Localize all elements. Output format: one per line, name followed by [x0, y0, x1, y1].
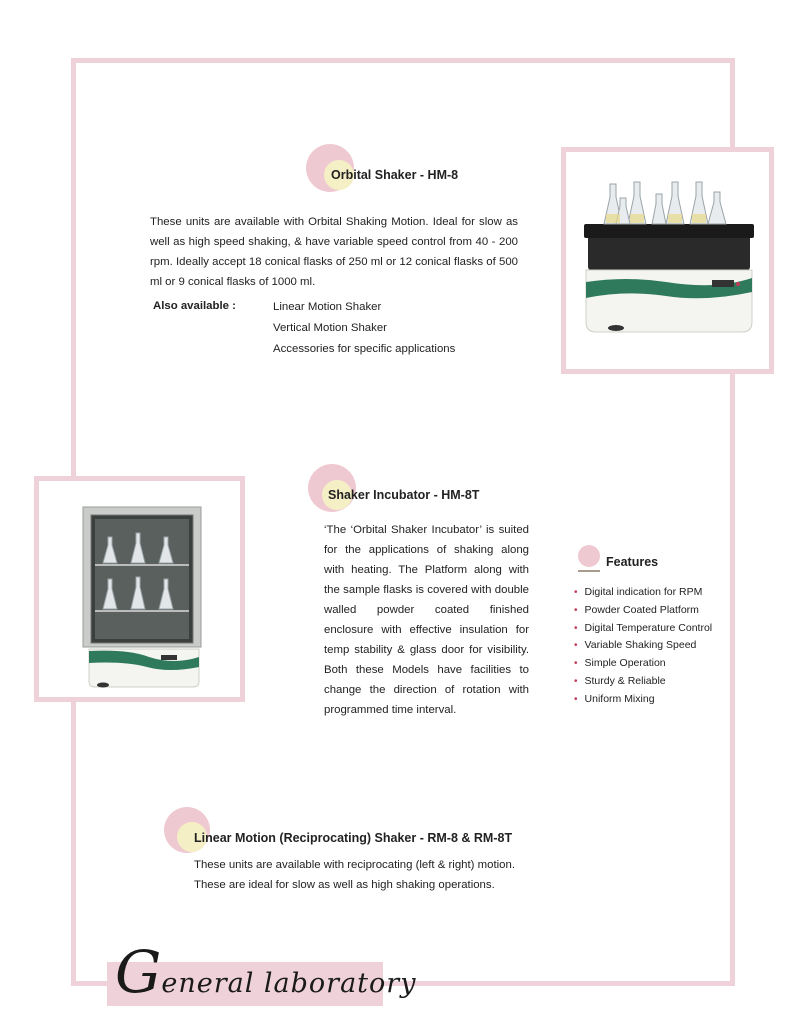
features-underline	[578, 570, 600, 572]
bullet-icon: •	[574, 622, 578, 634]
bullet-icon: •	[574, 640, 578, 652]
feature-item: • Powder Coated Platform	[574, 603, 699, 616]
feature-item: • Uniform Mixing	[574, 692, 655, 705]
feature-item: • Digital indication for RPM	[574, 586, 703, 598]
linear-shaker-line-1: These units are available with reciprocating (left & right) motion.	[194, 859, 515, 871]
features-list	[574, 584, 712, 709]
bullet-icon: •	[574, 693, 578, 705]
feature-item: • Variable Shaking Speed	[574, 639, 697, 652]
features-dot	[578, 545, 600, 567]
bullet-icon: •	[574, 658, 578, 670]
orbital-shaker-title: Orbital Shaker - HM-8	[331, 168, 459, 182]
orbital-shaker-photo	[566, 152, 769, 369]
feature-item: • Sturdy & Reliable	[574, 674, 666, 687]
feature-item: • Digital Temperature Control	[574, 621, 713, 634]
orbital-shaker-description	[150, 212, 518, 292]
shaker-incubator-title: Shaker Incubator - HM-8T	[328, 488, 480, 502]
brand-wordmark	[115, 938, 416, 1006]
incubator-photo	[39, 481, 240, 697]
features-title: Features	[606, 555, 659, 569]
linear-shaker-line-2: These are ideal for slow as well as high shaking operations.	[194, 879, 495, 891]
bullet-icon: •	[574, 675, 578, 687]
also-item-vertical: Vertical Motion Shaker	[273, 322, 387, 334]
orbital-shaker-body: These units are available with Orbital Shaking Motion. Ideal for slow as well as high speed shaking, & have variable speed control from 40 - 200 rpm. Ideally accept 18 conical flasks of 250 ml or 12 conical flasks of 500 ml or 9 conical flasks of 1000 ml.	[150, 216, 518, 288]
incubator-photo-frame	[34, 476, 245, 702]
bullet-icon: •	[574, 587, 578, 598]
shaker-incubator-description: ‘The ‘Orbital Shaker Incubator’ is suited for the applications of shaking along with heating. The Platform along with the sample flasks is covered with double walled powder coated finished enclosure with effective insulation for temp stability & glass door for visibility. Both these Models have facilities to change the direction of rotation with programmed time interval.	[324, 524, 529, 716]
bullet-icon: •	[574, 604, 578, 616]
also-item-linear: Linear Motion Shaker	[273, 301, 382, 313]
feature-item: • Simple Operation	[574, 657, 666, 670]
also-item-accessories: Accessories for specific applications	[273, 343, 456, 355]
also-available-label: Also available :	[153, 300, 236, 312]
orbital-shaker-photo-frame	[561, 147, 774, 374]
brand-rest: eneral laboratory	[161, 968, 417, 999]
linear-shaker-title: Linear Motion (Reciprocating) Shaker - RM-8 & RM-8T	[194, 831, 513, 845]
brand-initial: G	[115, 938, 162, 1006]
